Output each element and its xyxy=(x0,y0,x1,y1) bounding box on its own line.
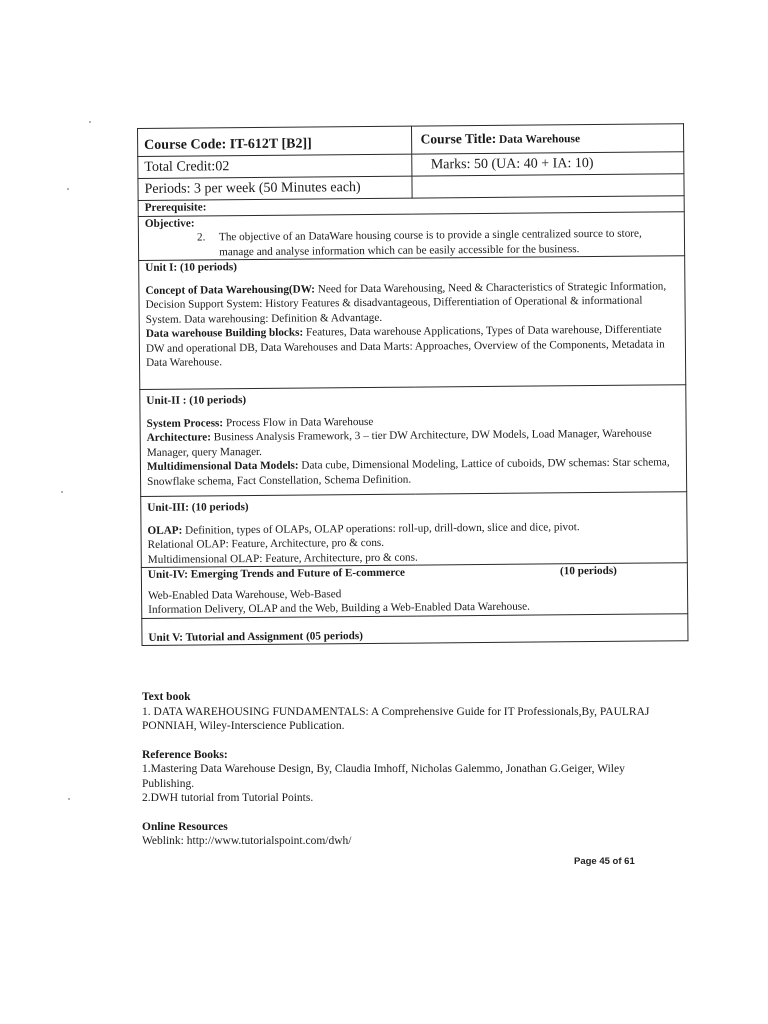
unit4-cell xyxy=(141,563,687,618)
reference-item-2: 2.DWH tutorial from Tutorial Points. xyxy=(142,792,314,804)
course-title-label: Course Title: xyxy=(420,130,497,147)
unit2-para2 xyxy=(147,426,680,460)
weblink: Weblink: http://www.tutorialspoint.com/dwh/ xyxy=(142,835,352,847)
textbook-item: 1. DATA WAREHOUSING FUNDAMENTALS: A Comprehensive Guide for IT Professionals,By, PAULRAJ PONNIAH, Wiley-Interscience Publication. xyxy=(142,705,650,732)
course-title-cell xyxy=(412,124,684,154)
course-code: Course Code: IT-612T [B2]] xyxy=(138,126,413,156)
unit2-para1-label: System Process: xyxy=(146,416,224,430)
objective-row xyxy=(138,211,684,260)
unit1-para1-label: Concept of Data Warehousing(DW: xyxy=(145,282,316,297)
syllabus-table xyxy=(137,123,688,646)
objective-cell xyxy=(138,211,684,260)
references-heading: Reference Books: xyxy=(142,748,228,761)
objective-item xyxy=(197,226,678,259)
unit1-para1 xyxy=(145,279,678,327)
reference-item-1: 1.Mastering Data Warehouse Design, By, Claudia Imhoff, Nicholas Galemmo, Jonathan G.Geiger, Wiley Publishing. xyxy=(142,763,625,790)
unit5-row xyxy=(142,613,688,645)
unit2-para3-text: Data cube, Dimensional Modeling, Lattice of cuboids, DW schemas: Star schema, Snowflake schema, Fact Constellation, Schema Definition. xyxy=(147,456,670,488)
course-title-value: Data Warehouse xyxy=(498,133,581,146)
unit3-para1-text: Definition, types of OLAPs, OLAP operations: roll-up, drill-down, slice and dice, pivot. xyxy=(182,520,580,537)
unit2-heading: Unit-II : (10 periods) xyxy=(146,394,247,407)
marks: Marks: 50 (UA: 40 + IA: 10) xyxy=(412,152,684,176)
unit3-row xyxy=(141,492,688,568)
unit3-cell xyxy=(141,492,688,568)
unit3-heading: Unit-III: (10 periods) xyxy=(147,501,249,514)
unit2-row xyxy=(140,385,687,497)
prerequisite: Prerequisite: xyxy=(138,196,684,216)
online-heading: Online Resources xyxy=(142,820,228,833)
total-credit: Total Credit:02 xyxy=(138,154,413,178)
textbook-heading: Text book xyxy=(142,691,191,703)
objective-text: The objective of an DataWare housing course is to provide a single centralized source to store, manage and analyse information which can be easily accessible for the business. xyxy=(218,227,642,258)
scan-speck xyxy=(67,188,69,190)
scan-speck xyxy=(89,121,91,123)
unit3-para3: Multidimensional OLAP: Feature, Architecture, pro & cons. xyxy=(147,551,418,566)
scan-speck xyxy=(68,798,70,800)
unit2-para3-label: Multidimensional Data Models: xyxy=(146,459,299,473)
unit4-para2: Information Delivery, OLAP and the Web, Building a Web-Enabled Data Warehouse. xyxy=(148,600,530,616)
unit1-para2-text: Features, Data warehouse Applications, Types of Data warehouse, Differentiate DW and operational DB, Data Warehouses and Data Marts: Approaches, Overview of the Components, Metadata in Data Warehouse. xyxy=(145,323,665,369)
unit4-periods: (10 periods) xyxy=(559,564,617,578)
unit1-para1-text: Need for Data Warehousing, Need & Characteristics of Strategic Information, Decision Support System: History Features & disadvantageous, Differentiation of Operational & informational System. Data warehousing: Definition & Advantage. xyxy=(145,279,667,326)
unit2-para2-text: Business Analysis Framework, 3 – tier DW Architecture, DW Models, Load Manager, Warehouse Manager, query Manager. xyxy=(146,427,652,459)
empty-cell xyxy=(412,174,684,198)
unit4-heading: Unit-IV: Emerging Trends and Future of E-commerce xyxy=(147,566,406,581)
unit1-row xyxy=(139,256,686,390)
unit4-para1: Web-Enabled Data Warehouse, Web-Based xyxy=(148,587,342,602)
unit1-para2 xyxy=(146,322,679,370)
unit2-para2-label: Architecture: xyxy=(146,431,211,444)
scan-speck xyxy=(61,491,63,493)
objective-label: Objective: xyxy=(144,217,195,230)
unit3-para1-label: OLAP: xyxy=(147,524,183,537)
unit5-heading: Unit V: Tutorial and Assignment (05 periods) xyxy=(142,613,688,645)
unit2-cell xyxy=(140,385,687,497)
page-number: Page 45 of 61 xyxy=(574,856,635,867)
unit2-para3 xyxy=(147,455,680,489)
resources-section xyxy=(142,690,662,849)
unit4-row xyxy=(141,563,687,618)
objective-number: 2. xyxy=(196,231,206,244)
unit2-para1-text: Process Flow in Data Warehouse xyxy=(223,415,374,429)
unit1-para2-label: Data warehouse Building blocks: xyxy=(145,326,304,340)
unit1-cell xyxy=(139,256,686,390)
unit3-para2: Relational OLAP: Feature, Architecture, pro & cons. xyxy=(147,536,385,551)
periods: Periods: 3 per week (50 Minutes each) xyxy=(138,176,413,200)
unit1-heading: Unit I: (10 periods) xyxy=(145,261,237,274)
